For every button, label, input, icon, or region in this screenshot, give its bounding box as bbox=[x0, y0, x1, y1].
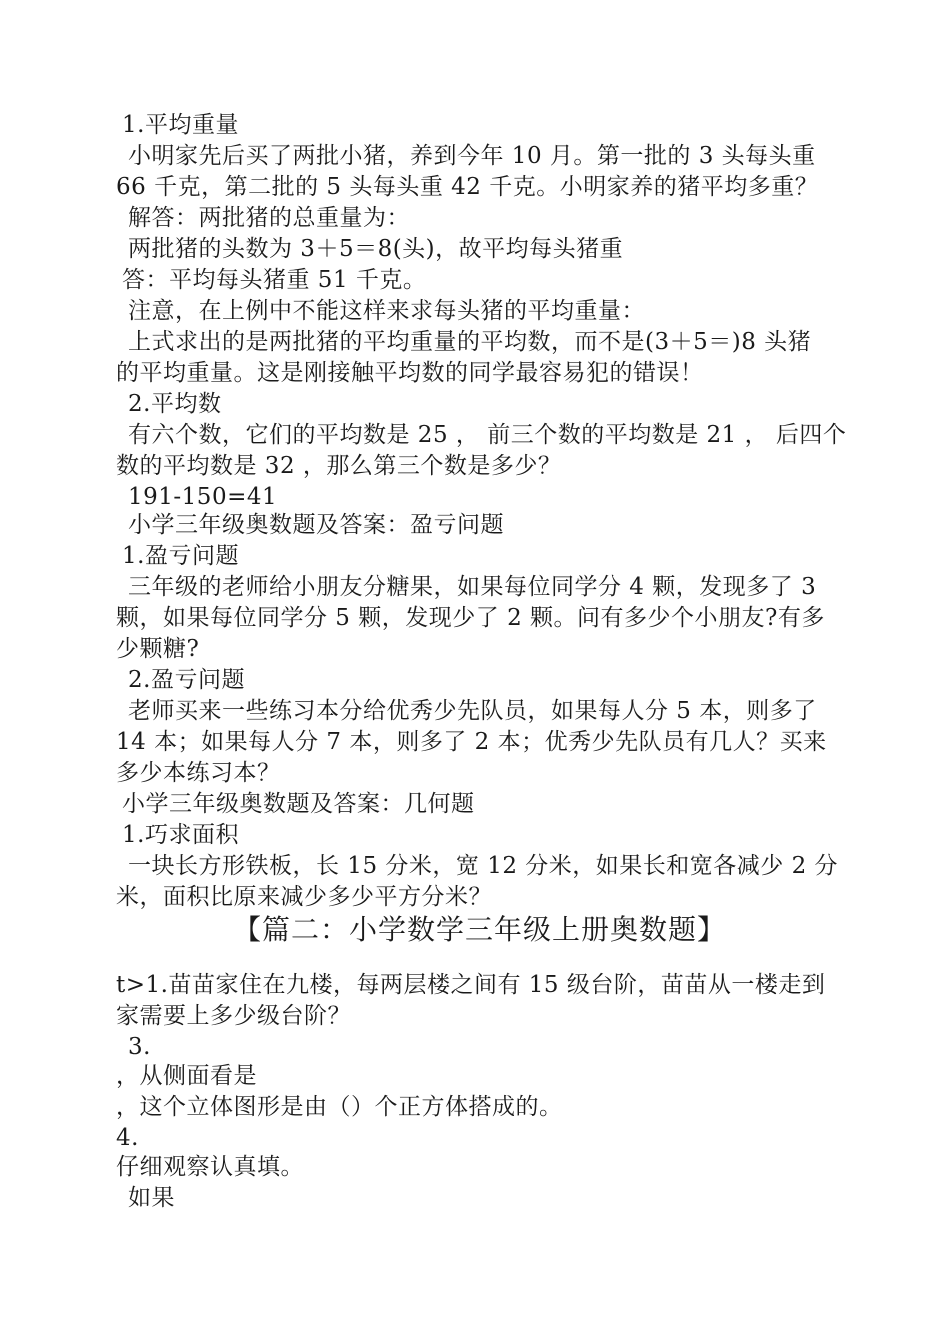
text-line: 小明家先后买了两批小猪，养到今年 10 月。第一批的 3 头每头重 bbox=[128, 143, 816, 169]
text-line: 答：平均每头猪重 51 千克。 bbox=[122, 267, 427, 293]
text-line: 仔细观察认真填。 bbox=[116, 1154, 304, 1180]
text-line: 多少本练习本？ bbox=[116, 760, 281, 786]
text-line: 2.盈亏问题 bbox=[128, 667, 245, 693]
text-line: 老师买来一些练习本分给优秀少先队员，如果每人分 5 本，则多了 bbox=[128, 698, 817, 724]
text-line: 两批猪的头数为 3＋5＝8(头)，故平均每头猪重 bbox=[128, 236, 624, 262]
text-line: 1.平均重量 bbox=[122, 112, 239, 138]
text-line: 1.巧求面积 bbox=[122, 822, 239, 848]
text-line: 注意，在上例中不能这样来求每头猪的平均重量： bbox=[128, 298, 645, 324]
text-line: 家需要上多少级台阶？ bbox=[116, 1003, 351, 1029]
text-line: ，从侧面看是 bbox=[116, 1063, 257, 1089]
text-line: 少颗糖? bbox=[116, 636, 200, 662]
text-line: 191-150=41 bbox=[128, 484, 278, 510]
text-line: 2.平均数 bbox=[128, 391, 222, 417]
text-line: 米，面积比原来减少多少平方分米？ bbox=[116, 884, 492, 910]
text-line: 数的平均数是 32 ，那么第三个数是多少？ bbox=[116, 453, 562, 479]
text-line: 66 千克，第二批的 5 头每头重 42 千克。小明家养的猪平均多重？ bbox=[116, 174, 819, 200]
text-line: 4. bbox=[116, 1125, 139, 1151]
text-line: 14 本；如果每人分 7 本，则多了 2 本；优秀少先队员有几人？买来 bbox=[116, 729, 827, 755]
text-line: 有六个数，它们的平均数是 25 ， 前三个数的平均数是 21 ， 后四个 bbox=[128, 422, 847, 448]
text-line: 小学三年级奥数题及答案：盈亏问题 bbox=[128, 512, 504, 538]
text-line: 小学三年级奥数题及答案：几何题 bbox=[122, 791, 475, 817]
text-line: 1.盈亏问题 bbox=[122, 543, 239, 569]
text-line: 三年级的老师给小朋友分糖果，如果每位同学分 4 颗，发现多了 3 bbox=[128, 574, 817, 600]
text-line: 一块长方形铁板，长 15 分米，宽 12 分米，如果长和宽各减少 2 分 bbox=[128, 853, 839, 879]
text-line: 上式求出的是两批猪的平均重量的平均数，而不是(3＋5＝)8 头猪 bbox=[128, 329, 812, 355]
text-line: 颗，如果每位同学分 5 颗，发现少了 2 颗。问有多少个小朋友?有多 bbox=[116, 605, 825, 631]
text-line: 3. bbox=[128, 1034, 151, 1060]
text-line: t>1.苗苗家住在九楼，每两层楼之间有 15 级台阶，苗苗从一楼走到 bbox=[116, 972, 826, 998]
text-line: 解答：两批猪的总重量为： bbox=[128, 205, 410, 231]
section-heading: 【篇二：小学数学三年级上册奥数题】 bbox=[233, 913, 727, 946]
text-line: ，这个立体图形是由（）个正方体搭成的。 bbox=[116, 1094, 563, 1120]
text-line: 的平均重量。这是刚接触平均数的同学最容易犯的错误！ bbox=[116, 360, 704, 386]
text-line: 如果 bbox=[128, 1185, 175, 1211]
